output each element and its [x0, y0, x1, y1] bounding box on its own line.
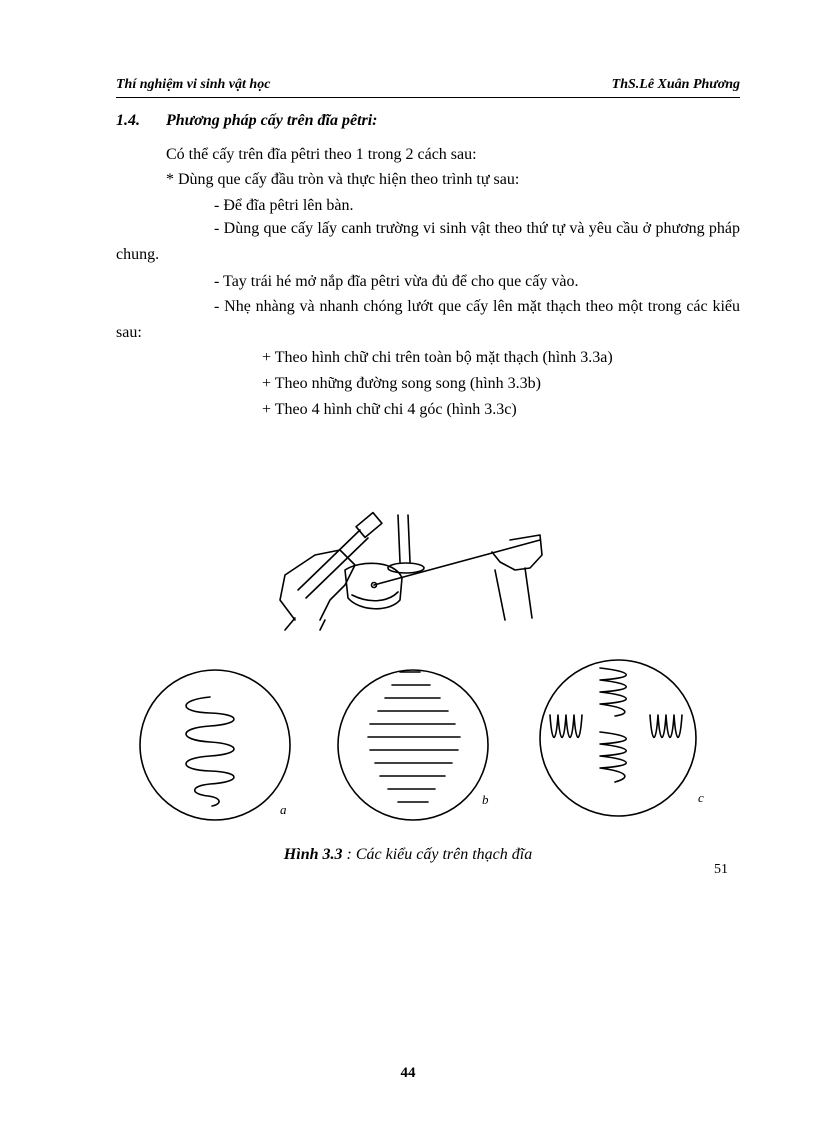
plate-a-label: a [280, 802, 287, 817]
section-title: Phương pháp cấy trên đĩa pêtri: [166, 112, 378, 129]
step-4-text: - Nhẹ nhàng và nhanh chóng lướt que cấy lên mặt thạch theo một trong các kiểu sau: [116, 298, 740, 341]
hands-and-dish-sketch [280, 513, 542, 630]
plate-b [338, 670, 488, 820]
figure-caption-number: Hình 3.3 [283, 846, 343, 863]
section-number: 1.4. [116, 112, 140, 129]
intro-line: Có thể cấy trên đĩa pêtri theo 1 trong 2 cách sau: [166, 146, 477, 163]
plate-b-label: b [482, 792, 489, 807]
page-header [116, 77, 740, 98]
step-3: - Tay trái hé mở nắp đĩa pêtri vừa đủ để cho que cấy vào. [214, 273, 579, 290]
step-2-text: - Dùng que cấy lấy canh trường vi sinh vật theo thứ tự và yêu cầu ở phương pháp chung. [116, 220, 740, 263]
figure-caption-text: : Các kiểu cấy trên thạch đĩa [342, 846, 533, 863]
page-number: 44 [400, 1065, 416, 1081]
plate-a [140, 670, 290, 820]
method-line: * Dùng que cấy đầu tròn và thực hiện theo trình tự sau: [166, 171, 520, 188]
figure-caption [0, 846, 816, 864]
step-4 [116, 294, 740, 346]
option-2: + Theo những đường song song (hình 3.3b) [262, 375, 541, 392]
streaking-illustration [130, 500, 730, 830]
option-3: + Theo 4 hình chữ chi 4 góc (hình 3.3c) [262, 401, 517, 418]
section-heading [116, 112, 378, 130]
option-1: + Theo hình chữ chi trên toàn bộ mặt thạch (hình 3.3a) [262, 349, 613, 366]
original-page-number: 51 [714, 862, 728, 877]
step-1: - Để đĩa pêtri lên bàn. [214, 197, 354, 214]
header-author: ThS.Lê Xuân Phương [611, 77, 740, 92]
header-book-title: Thí nghiệm vi sinh vật học [116, 77, 271, 92]
step-2 [116, 216, 740, 268]
plate-c-label: c [698, 790, 704, 805]
plate-c [540, 660, 696, 816]
